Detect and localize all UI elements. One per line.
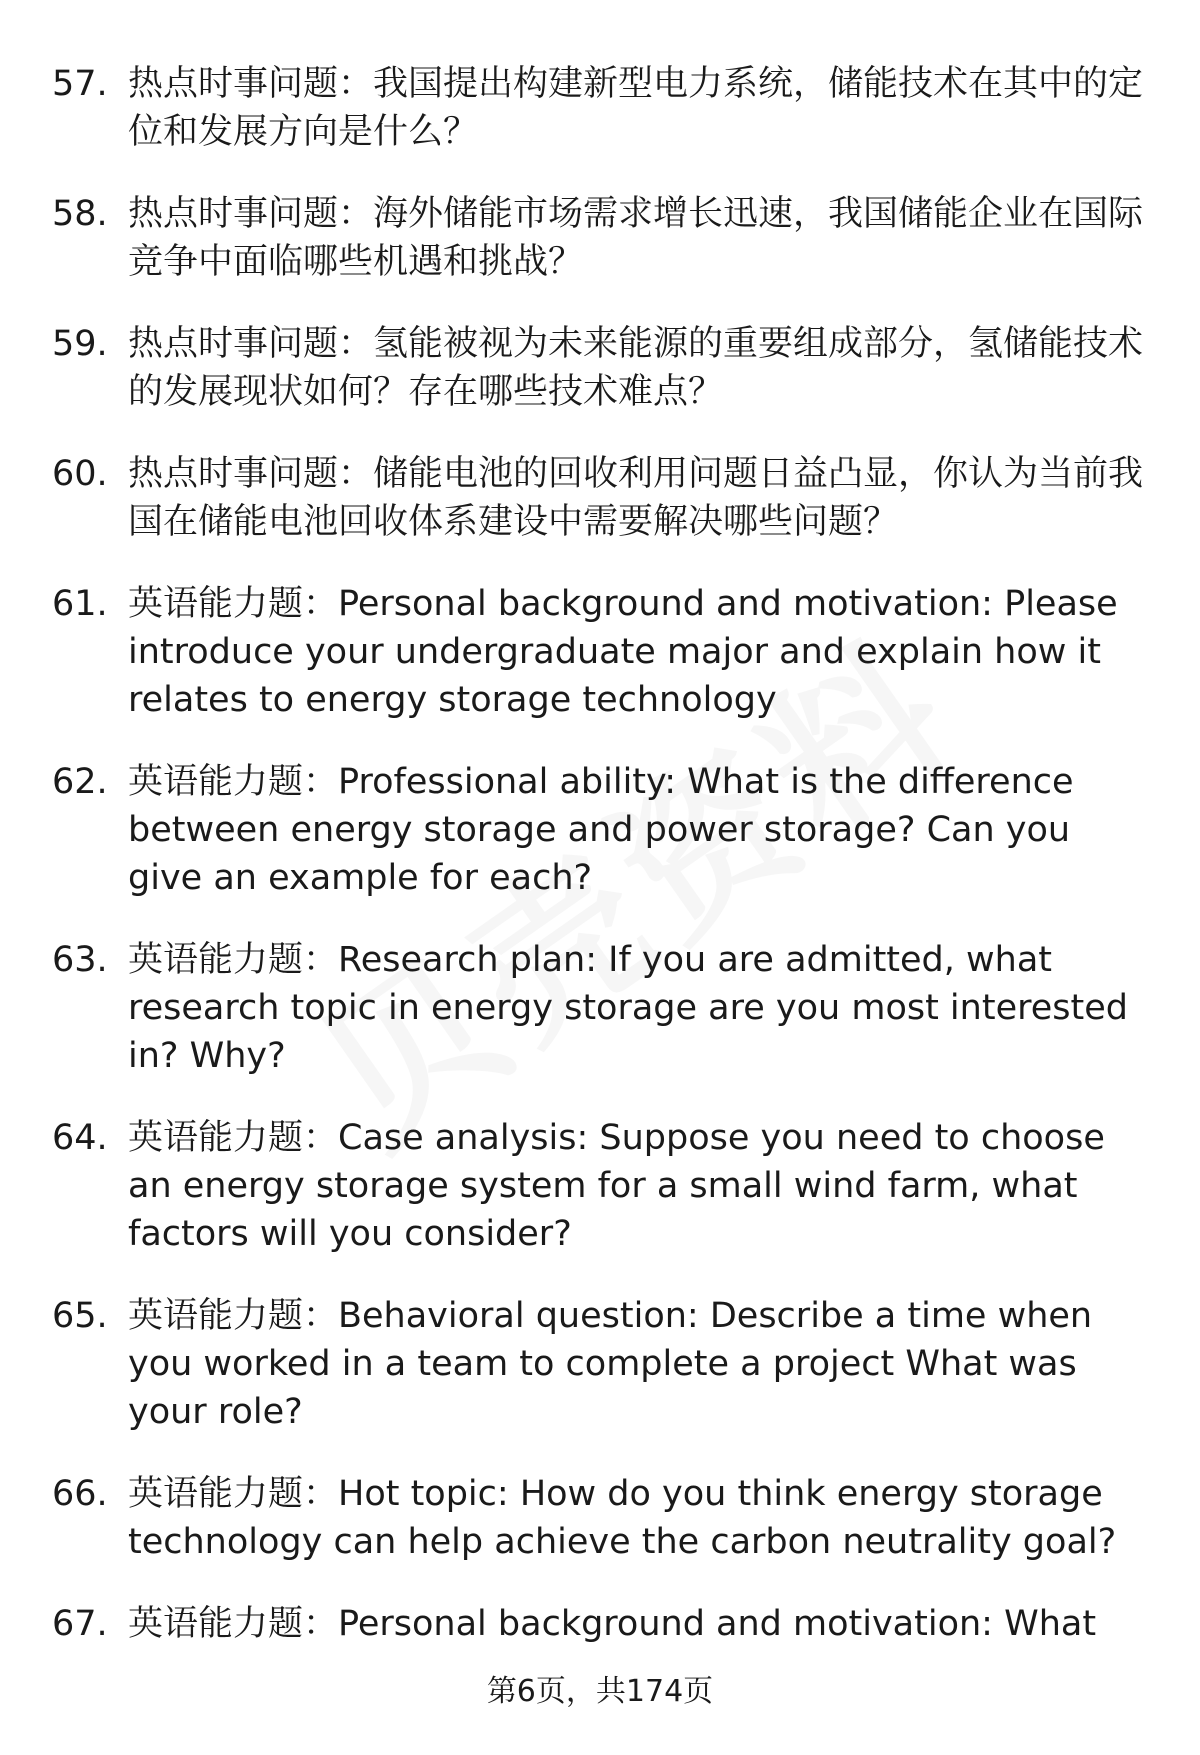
question-number: 60. — [52, 454, 108, 494]
question-item — [52, 936, 1152, 1080]
question-text: 英语能力题：Behavioral question: Describe a time when you worked in a team to complete a project What was your role? — [128, 1296, 1093, 1432]
question-number: 63. — [52, 940, 108, 980]
question-text: 英语能力题：Research plan: If you are admitted, what research topic in energy storage are you most interested in? Why? — [128, 940, 1128, 1076]
question-item — [52, 1292, 1152, 1436]
question-item — [52, 758, 1152, 902]
question-number: 66. — [52, 1474, 108, 1514]
question-item — [52, 1600, 1152, 1648]
question-text: 英语能力题：Hot topic: How do you think energy storage technology can help achieve the carbon neutrality goal? — [128, 1474, 1117, 1562]
question-number: 61. — [52, 584, 108, 624]
question-number: 57. — [52, 64, 108, 104]
question-text: 英语能力题：Personal background and motivation: Please introduce your undergraduate major and explain how it relates to energy storage technology — [128, 584, 1118, 720]
question-text: 英语能力题：Personal background and motivation: What — [128, 1604, 1097, 1644]
question-text: 热点时事问题：海外储能市场需求增长迅速，我国储能企业在国际竞争中面临哪些机遇和挑战？ — [128, 194, 1144, 282]
question-item — [52, 1470, 1152, 1566]
question-item — [52, 60, 1152, 156]
question-list — [52, 60, 1152, 1682]
question-item — [52, 1114, 1152, 1258]
question-number: 65. — [52, 1296, 108, 1336]
question-text: 英语能力题：Case analysis: Suppose you need to choose an energy storage system for a small wind farm, what factors will you consider? — [128, 1118, 1105, 1254]
question-text: 热点时事问题：储能电池的回收利用问题日益凸显，你认为当前我国在储能电池回收体系建设中需要解决哪些问题？ — [128, 454, 1144, 542]
question-item — [52, 190, 1152, 286]
question-item — [52, 580, 1152, 724]
question-text: 热点时事问题：氢能被视为未来能源的重要组成部分，氢储能技术的发展现状如何？存在哪些技术难点？ — [128, 324, 1144, 412]
question-number: 58. — [52, 194, 108, 234]
question-text: 热点时事问题：我国提出构建新型电力系统，储能技术在其中的定位和发展方向是什么？ — [128, 64, 1144, 152]
question-number: 62. — [52, 762, 108, 802]
question-number: 59. — [52, 324, 108, 364]
question-item — [52, 320, 1152, 416]
question-item — [52, 450, 1152, 546]
question-text: 英语能力题：Professional ability: What is the difference between energy storage and power storage? Can you give an example for each? — [128, 762, 1074, 898]
question-number: 67. — [52, 1604, 108, 1644]
question-number: 64. — [52, 1118, 108, 1158]
page-number-footer: 第6页，共174页 — [486, 1674, 714, 1709]
